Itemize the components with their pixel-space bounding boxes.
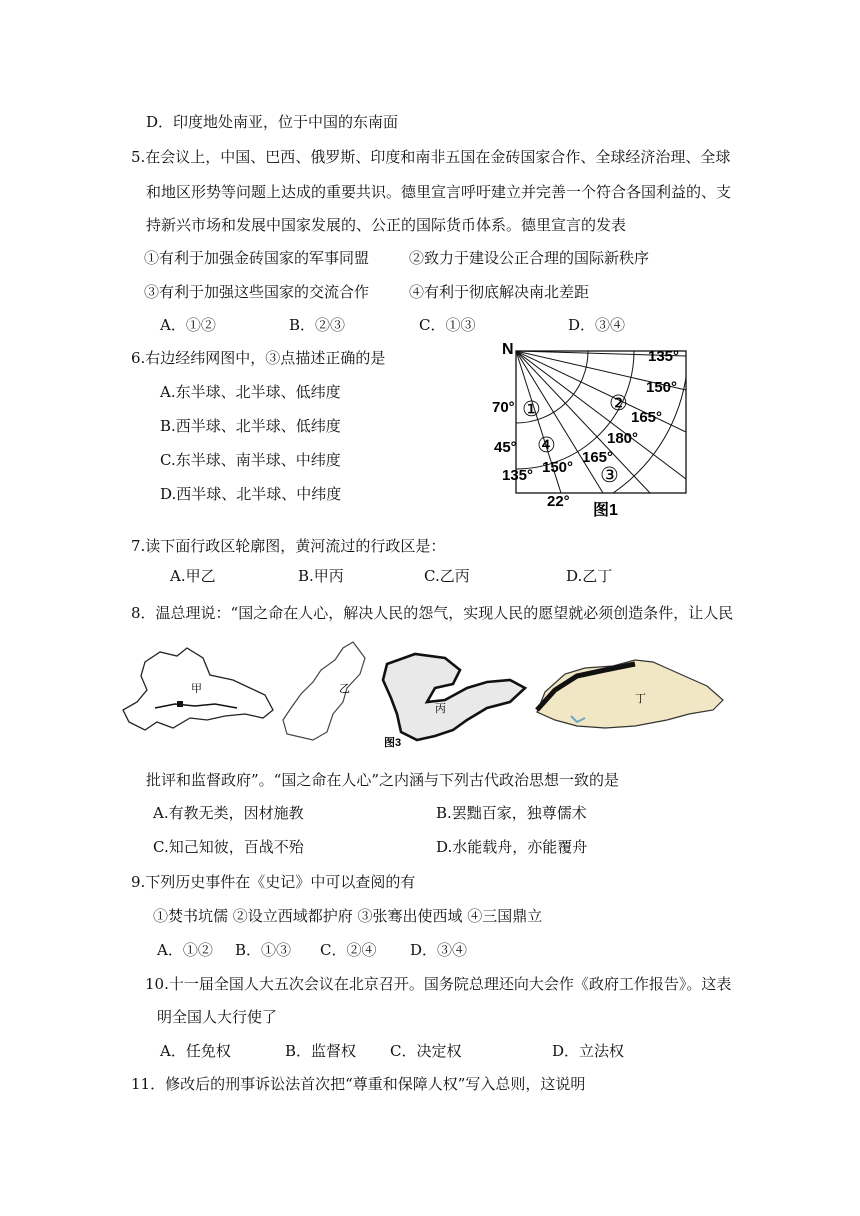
figure-3-caption: 图3 <box>384 737 402 749</box>
point-4: ④ <box>537 434 556 457</box>
label-45: 45° <box>494 439 517 456</box>
q11-stem: 11．修改后的刑事诉讼法首次把“尊重和保障人权”写入总则，这说明 <box>131 1075 586 1093</box>
q5-stem-line3: 持新兴市场和发展中国家发展的、公正的国际货币体系。德里宣言的发表 <box>146 216 627 234</box>
q7-option-c: C.乙丙 <box>424 567 470 585</box>
q10-option-a: A．任免权 <box>160 1042 231 1060</box>
q9-items: ①焚书坑儒 ②设立西域都护府 ③张骞出使西域 ④三国鼎立 <box>153 907 543 925</box>
q7-option-d: D.乙丁 <box>566 567 613 585</box>
province-yi-outline <box>283 642 365 740</box>
meridian-line <box>516 351 650 493</box>
province-ding-outline <box>537 660 723 728</box>
label-135-top: 135° <box>648 348 680 365</box>
province-bing-label: 丙 <box>435 703 446 715</box>
label-22: 22° <box>547 493 570 510</box>
q5-statement-3: ③有利于加强这些国家的交流合作 <box>144 283 370 301</box>
q5-option-d: D．③④ <box>568 316 626 334</box>
label-165: 165° <box>631 409 663 426</box>
q7-option-a: A.甲乙 <box>170 567 216 585</box>
q5-option-a: A．①② <box>160 316 216 334</box>
label-165-bottom: 165° <box>582 449 614 466</box>
q8-option-b: B.罢黜百家，独尊儒术 <box>436 804 587 822</box>
q9-stem: 9.下列历史事件在《史记》中可以查阅的有 <box>131 873 416 891</box>
label-180: 180° <box>607 430 639 447</box>
q6-option-c: C.东半球、南半球、中纬度 <box>160 451 341 469</box>
north-label: N <box>502 341 514 358</box>
q5-statement-4: ④有利于彻底解决南北差距 <box>409 283 590 301</box>
figure-1-caption: 图1 <box>593 502 618 519</box>
q9-option-a: A．①② <box>157 941 213 959</box>
q7-option-b: B.甲丙 <box>298 567 344 585</box>
q6-option-d: D.西半球、北半球、中纬度 <box>160 485 342 503</box>
q8-stem-line1: 8．温总理说：“国之命在人心，解决人民的怨气，实现人民的愿望就必须创造条件，让人民 <box>131 604 734 622</box>
label-70: 70° <box>492 399 515 416</box>
q9-option-d: D．③④ <box>410 941 468 959</box>
label-135-left: 135° <box>502 467 534 484</box>
river-line-jia <box>155 704 237 708</box>
province-jia-label: 甲 <box>191 683 202 695</box>
label-150-top: 150° <box>646 379 678 396</box>
q5-stem-line1: 5.在会议上，中国、巴西、俄罗斯、印度和南非五国在金砖国家合作、全球经济治理、全球 <box>131 148 731 166</box>
figure-3-provinces <box>115 640 730 755</box>
q6-option-b: B.西半球、北半球、低纬度 <box>160 417 341 435</box>
q10-option-b: B．监督权 <box>285 1042 357 1060</box>
q4-option-d: D．印度地处南亚，位于中国的东南面 <box>146 113 399 131</box>
point-3: ③ <box>600 464 619 487</box>
q8-option-a: A.有教无类，因材施教 <box>153 804 304 822</box>
point-1: ① <box>522 398 541 421</box>
q5-statement-1: ①有利于加强金砖国家的军事同盟 <box>144 249 370 267</box>
figure-1-graticule <box>485 334 700 520</box>
q9-option-c: C．②④ <box>320 941 377 959</box>
province-bing-outline <box>383 654 525 740</box>
q10-stem-line2: 明全国人大行使了 <box>157 1008 278 1026</box>
q10-option-c: C．决定权 <box>390 1042 462 1060</box>
q8-option-c: C.知己知彼，百战不殆 <box>153 838 304 856</box>
q8-stem-line2: 批评和监督政府”。“国之命在人心”之内涵与下列古代政治思想一致的是 <box>146 771 620 789</box>
q6-option-a: A.东半球、北半球、低纬度 <box>160 383 341 401</box>
q8-option-d: D.水能载舟，亦能覆舟 <box>436 838 588 856</box>
q10-option-d: D．立法权 <box>552 1042 625 1060</box>
q5-option-b: B．②③ <box>289 316 346 334</box>
q5-option-c: C．①③ <box>419 316 476 334</box>
city-marker <box>177 701 183 707</box>
q5-statement-2: ②致力于建设公正合理的国际新秩序 <box>409 249 650 267</box>
point-2: ② <box>609 392 628 415</box>
province-ding-label: 丁 <box>635 693 646 705</box>
q5-stem-line2: 和地区形势等问题上达成的重要共识。德里宣言呼吁建立并完善一个符合各国利益的、支 <box>146 183 732 201</box>
q6-stem: 6.右边经纬网图中，③点描述正确的是 <box>131 349 386 367</box>
q10-stem-line1: 10.十一届全国人大五次会议在北京召开。国务院总理还向大会作《政府工作报告》。这表 <box>145 975 732 993</box>
province-yi-label: 乙 <box>339 683 350 695</box>
label-150-bottom: 150° <box>542 459 574 476</box>
q7-stem: 7.读下面行政区轮廓图，黄河流过的行政区是： <box>131 537 446 555</box>
q9-option-b: B．①③ <box>235 941 292 959</box>
